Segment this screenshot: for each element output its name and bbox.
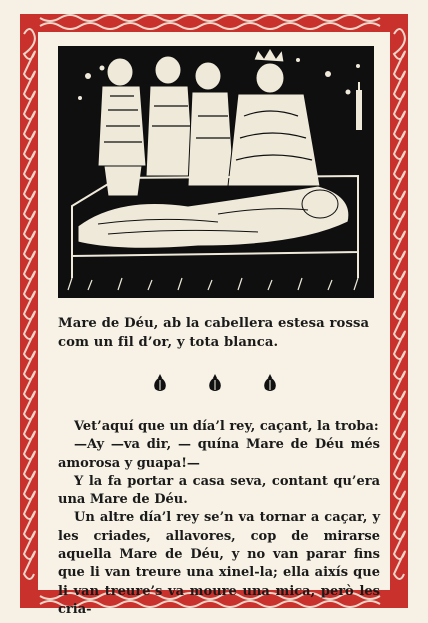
caption-line-2: com un fil d’or, y tota blanca. [58, 335, 279, 350]
story-text [58, 418, 380, 619]
woodcut-illustration [58, 46, 374, 298]
paragraph-4: Un altre día’l rey se’n va tornar a caçar, y les criades, allavores, cop de mirarse aquella Mare de Déu, y no van parar fins que li van treure una xinel-la; ella aixís que li van treure’s va moure una mica, però les cria- [58, 510, 380, 617]
paragraph-1: Vet’aquí que un día’l rey, caçant, la troba: [74, 419, 379, 434]
ornament-divider [150, 372, 280, 394]
paragraph-2: —Ay —va dir, — quína Mare de Déu més amorosa y guapa!— [58, 437, 380, 471]
leaf-ornament-icon [260, 372, 280, 394]
leaf-ornament-icon [150, 372, 170, 394]
caption-line-1: Mare de Déu, ab la cabellera estesa rossa [58, 316, 370, 331]
leaf-ornament-icon [205, 372, 225, 394]
paragraph-3: Y la fa portar a casa seva, contant qu’era una Mare de Déu. [58, 473, 380, 508]
caption-text [58, 314, 378, 352]
